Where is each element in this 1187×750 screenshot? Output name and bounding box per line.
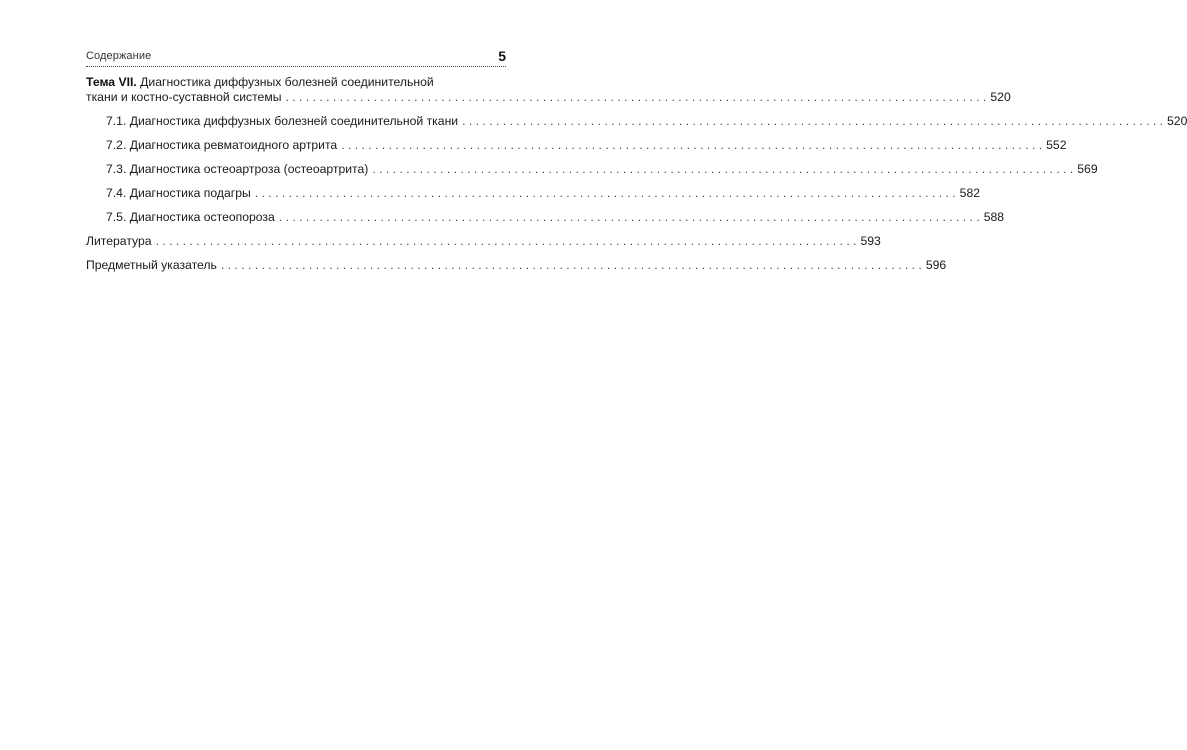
toc-theme-prefix: Тема VII. (86, 75, 137, 89)
leader-dots (279, 210, 980, 225)
toc-item-page: 569 (1077, 162, 1098, 176)
toc-index-title: Предметный указатель (86, 258, 217, 272)
toc-entry-7-5[interactable] (86, 210, 1005, 225)
toc-entry-7-3[interactable] (86, 162, 1098, 177)
toc-theme-title-line2: ткани и костно-суставной системы (86, 90, 282, 104)
toc-item-title: 7.1. Диагностика диффузных болезней соединительной ткани (106, 114, 459, 128)
toc-entry-7-4[interactable] (86, 186, 981, 201)
leader-dots (221, 258, 922, 273)
toc-theme-title-line1: Диагностика диффузных болезней соединительной (140, 75, 434, 89)
toc-index-page: 596 (925, 258, 947, 272)
running-header (86, 48, 506, 67)
toc-item-title: 7.5. Диагностика остеопороза (106, 210, 275, 224)
leader-dots (156, 234, 857, 249)
table-of-contents (86, 75, 1187, 273)
toc-entry-subject-index[interactable] (86, 258, 947, 273)
toc-item-title: 7.2. Диагностика ревматоидного артрита (106, 138, 338, 152)
toc-entry-7-1[interactable] (86, 114, 1187, 129)
leader-dots (372, 162, 1073, 177)
document-page (86, 48, 1187, 282)
toc-entry-theme-7-line1 (86, 75, 506, 90)
toc-literature-page: 593 (860, 234, 881, 248)
toc-literature-title: Литература (86, 234, 152, 248)
toc-theme-page: 520 (990, 90, 1011, 104)
page-number: 5 (498, 48, 506, 64)
running-title: Содержание (86, 50, 152, 62)
toc-entry-literature[interactable] (86, 234, 881, 249)
leader-dots (255, 186, 956, 201)
toc-item-page: 520 (1167, 114, 1187, 128)
toc-entry-theme-7[interactable] (86, 75, 1011, 105)
leader-dots (285, 90, 986, 105)
toc-entry-7-2[interactable] (86, 138, 1067, 153)
toc-item-page: 582 (959, 186, 981, 200)
toc-item-title: 7.3. Диагностика остеоартроза (остеоартрита) (106, 162, 369, 176)
leader-dots (462, 114, 1163, 129)
leader-dots (341, 138, 1042, 153)
toc-entry-theme-7-line2 (86, 90, 1011, 105)
toc-item-page: 588 (983, 210, 1005, 224)
toc-item-page: 552 (1046, 138, 1067, 152)
toc-item-title: 7.4. Диагностика подагры (106, 186, 251, 200)
